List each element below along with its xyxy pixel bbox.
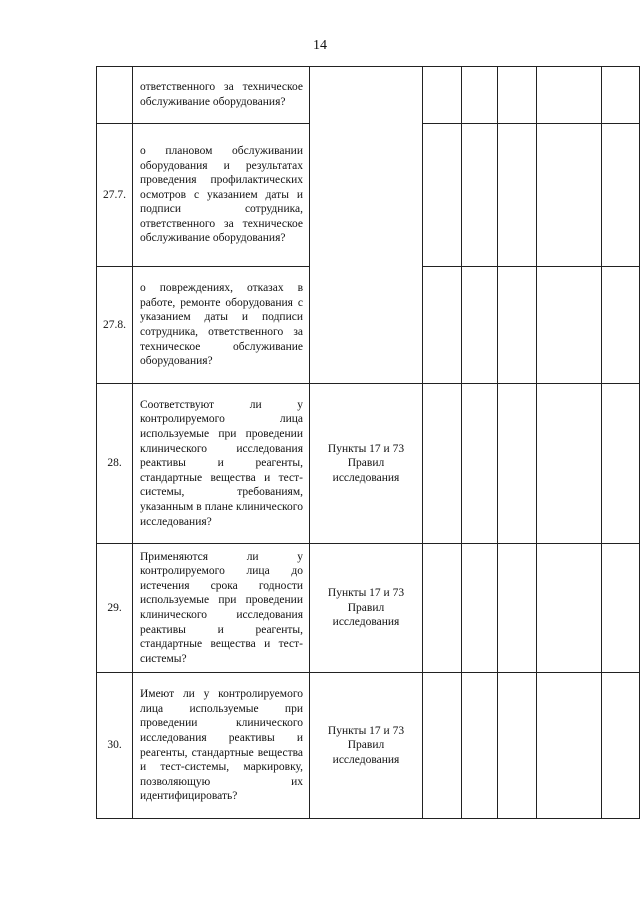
answer-cell — [498, 124, 537, 267]
reference-line: Пункты 17 и 73 — [327, 587, 405, 600]
answer-cell — [537, 124, 602, 267]
answer-cell — [498, 267, 537, 384]
table-row — [97, 544, 640, 673]
answer-cell — [423, 384, 462, 544]
row-number: 29. — [97, 544, 133, 673]
answer-cell — [537, 267, 602, 384]
question-cell: ответственного за техническое обслуживание оборудования? — [133, 67, 310, 124]
question-cell: Применяются ли у контролируемого лица до истечения срока годности используемые при проведении клинического исследования реактивы и реагенты, стандартные вещества и тест-системы? — [133, 544, 310, 673]
answer-cell — [462, 124, 498, 267]
answer-cell — [423, 267, 462, 384]
answer-cell — [602, 67, 640, 124]
answer-cell — [537, 384, 602, 544]
answer-cell — [498, 544, 537, 673]
answer-cell — [462, 67, 498, 124]
answer-cell — [498, 384, 537, 544]
row-number: 27.8. — [97, 267, 133, 384]
reference-line: Пункты 17 и 73 — [327, 724, 405, 737]
legal-reference-cell — [310, 673, 423, 819]
table-row — [97, 67, 640, 124]
answer-cell — [602, 673, 640, 819]
answer-cell — [462, 384, 498, 544]
answer-cell — [537, 673, 602, 819]
reference-line: Правил — [347, 601, 385, 614]
reference-line: исследования — [332, 471, 400, 484]
row-number: 28. — [97, 384, 133, 544]
answer-cell — [462, 673, 498, 819]
answer-cell — [423, 124, 462, 267]
legal-reference-cell — [310, 384, 423, 544]
answer-cell — [537, 544, 602, 673]
reference-line: Правил — [347, 739, 385, 752]
answer-cell — [602, 124, 640, 267]
answer-cell — [498, 67, 537, 124]
row-number: 30. — [97, 673, 133, 819]
table-row — [97, 673, 640, 819]
row-number — [97, 67, 133, 124]
question-cell: о плановом обслуживании оборудования и результатах проведения профилактических осмотров с указанием даты и подписи сотрудника, ответственного за техническое обслуживание оборудования? — [133, 124, 310, 267]
answer-cell — [423, 67, 462, 124]
reference-line: исследования — [332, 616, 400, 629]
legal-reference-cell — [310, 544, 423, 673]
legal-reference-cell — [310, 67, 423, 384]
table-row — [97, 384, 640, 544]
question-cell: Имеют ли у контролируемого лица используемые при проведении клинического исследования реактивы и реагенты, стандартные вещества и тест-системы, маркировку, позволяющую их идентифицировать? — [133, 673, 310, 819]
answer-cell — [462, 544, 498, 673]
reference-line: Пункты 17 и 73 — [327, 442, 405, 455]
answer-cell — [462, 267, 498, 384]
answer-cell — [423, 544, 462, 673]
answer-cell — [498, 673, 537, 819]
answer-cell — [602, 544, 640, 673]
page-number: 14 — [313, 38, 327, 53]
row-number: 27.7. — [97, 124, 133, 267]
reference-line: Правил — [347, 457, 385, 470]
question-cell: Соответствуют ли у контролируемого лица используемые при проведении клинического исследования реактивы и реагенты, стандартные вещества и тест-системы, требованиям, указанным в плане клинического исследования? — [133, 384, 310, 544]
question-cell: о повреждениях, отказах в работе, ремонте оборудования с указанием даты и подписи сотрудника, ответственного за техническое обслуживание оборудования? — [133, 267, 310, 384]
answer-cell — [423, 673, 462, 819]
checklist-table — [96, 66, 640, 819]
reference-line: исследования — [332, 753, 400, 766]
answer-cell — [537, 67, 602, 124]
answer-cell — [602, 267, 640, 384]
answer-cell — [602, 384, 640, 544]
